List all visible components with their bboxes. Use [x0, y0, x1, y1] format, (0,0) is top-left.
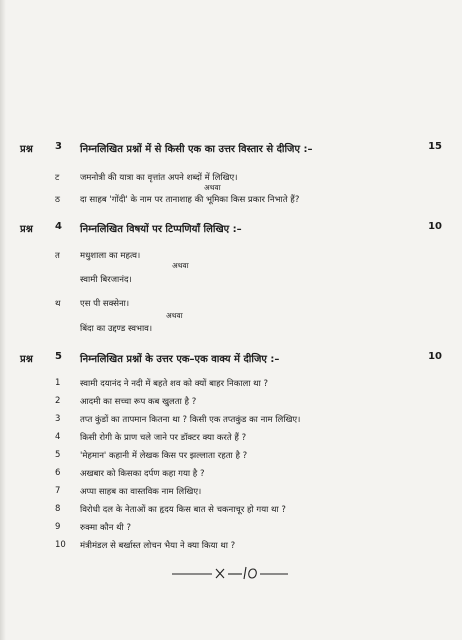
item-number: 8	[55, 504, 61, 514]
item-text: विरोधी दल के नेताओं का हृदय किस बात से चकनाचूर हो गया था ?	[80, 505, 286, 515]
item-number: 6	[55, 468, 61, 478]
question-marks: 15	[428, 141, 442, 152]
item-text: मंत्रीमंडल से बर्खास्त लोचन भैया ने क्या किया था ?	[80, 541, 236, 551]
question-instruction: निम्नलिखित विषयों पर टिप्पणियाँ लिखिए :–	[80, 224, 242, 235]
item-text: रुक्मा कौन थी ?	[80, 523, 131, 533]
question-instruction: निम्नलिखित प्रश्नों के उत्तर एक–एक वाक्य में दीजिए :–	[80, 354, 280, 365]
question-number: 4	[55, 221, 62, 232]
option-text: जमनोत्री की यात्रा का वृत्तांत अपने शब्दों में लिखिए।	[80, 173, 238, 183]
end-of-paper-mark	[170, 564, 290, 580]
option-letter: त	[55, 251, 60, 261]
item-number: 4	[55, 432, 61, 442]
item-number: 7	[55, 486, 61, 496]
question-label: प्रश्न	[20, 144, 33, 155]
option-letter: ठ	[55, 195, 60, 205]
question-marks: 10	[428, 351, 442, 362]
item-text: अखबार को किसका दर्पण कहा गया है ?	[80, 469, 205, 479]
item-number: 10	[55, 540, 66, 550]
option-letter: थ	[55, 299, 61, 309]
item-number: 3	[55, 414, 61, 424]
page-edge-shadow	[0, 0, 6, 640]
item-text: अप्पा साहब का वास्तविक नाम लिखिए।	[80, 487, 202, 497]
option-text: मधुशाला का महत्व।	[80, 251, 141, 261]
item-number: 1	[55, 378, 61, 388]
question-number: 5	[55, 351, 62, 362]
item-text: स्वामी दयानंद ने नदी में बहते शव को क्यों बाहर निकाला था ?	[80, 379, 268, 389]
option-text: एस पी सक्सेना।	[80, 299, 130, 309]
question-instruction: निम्नलिखित प्रश्नों में से किसी एक का उत्तर विस्तार से दीजिए :–	[80, 144, 313, 155]
question-marks: 10	[428, 221, 442, 232]
item-number: 5	[55, 450, 61, 460]
option-letter: ट	[55, 173, 60, 183]
item-number: 2	[55, 396, 61, 406]
question-4-option-1-alternative: स्वामी बिरजानंद।	[80, 275, 132, 285]
or-separator: अथवा	[166, 311, 183, 320]
item-text: किसी रोगी के प्राण चले जाने पर डॉक्टर क्या करते हैं ?	[80, 433, 247, 443]
question-4-option-2-alternative: बिंदा का उद्दण्ड स्वभाव।	[80, 324, 153, 334]
item-text: तप्त कुंडों का तापमान कितना था ? किसी एक तप्तकुंड का नाम लिखिए।	[80, 415, 301, 425]
item-text: 'मेहमान' कहानी में लेखक किस पर झल्लाता रहता है ?	[80, 451, 248, 461]
question-label: प्रश्न	[20, 354, 33, 365]
or-separator: अथवा	[172, 261, 189, 270]
item-number: 9	[55, 522, 61, 532]
question-number: 3	[55, 141, 62, 152]
question-label: प्रश्न	[20, 224, 33, 235]
item-text: आदमी का सच्चा रूप कब खुलता है ?	[80, 397, 197, 407]
option-text: दा साहब 'गोंदी' के नाम पर तानाशाह की भूमिका किस प्रकार निभाते हैं?	[80, 195, 300, 205]
or-separator: अथवा	[204, 183, 221, 192]
